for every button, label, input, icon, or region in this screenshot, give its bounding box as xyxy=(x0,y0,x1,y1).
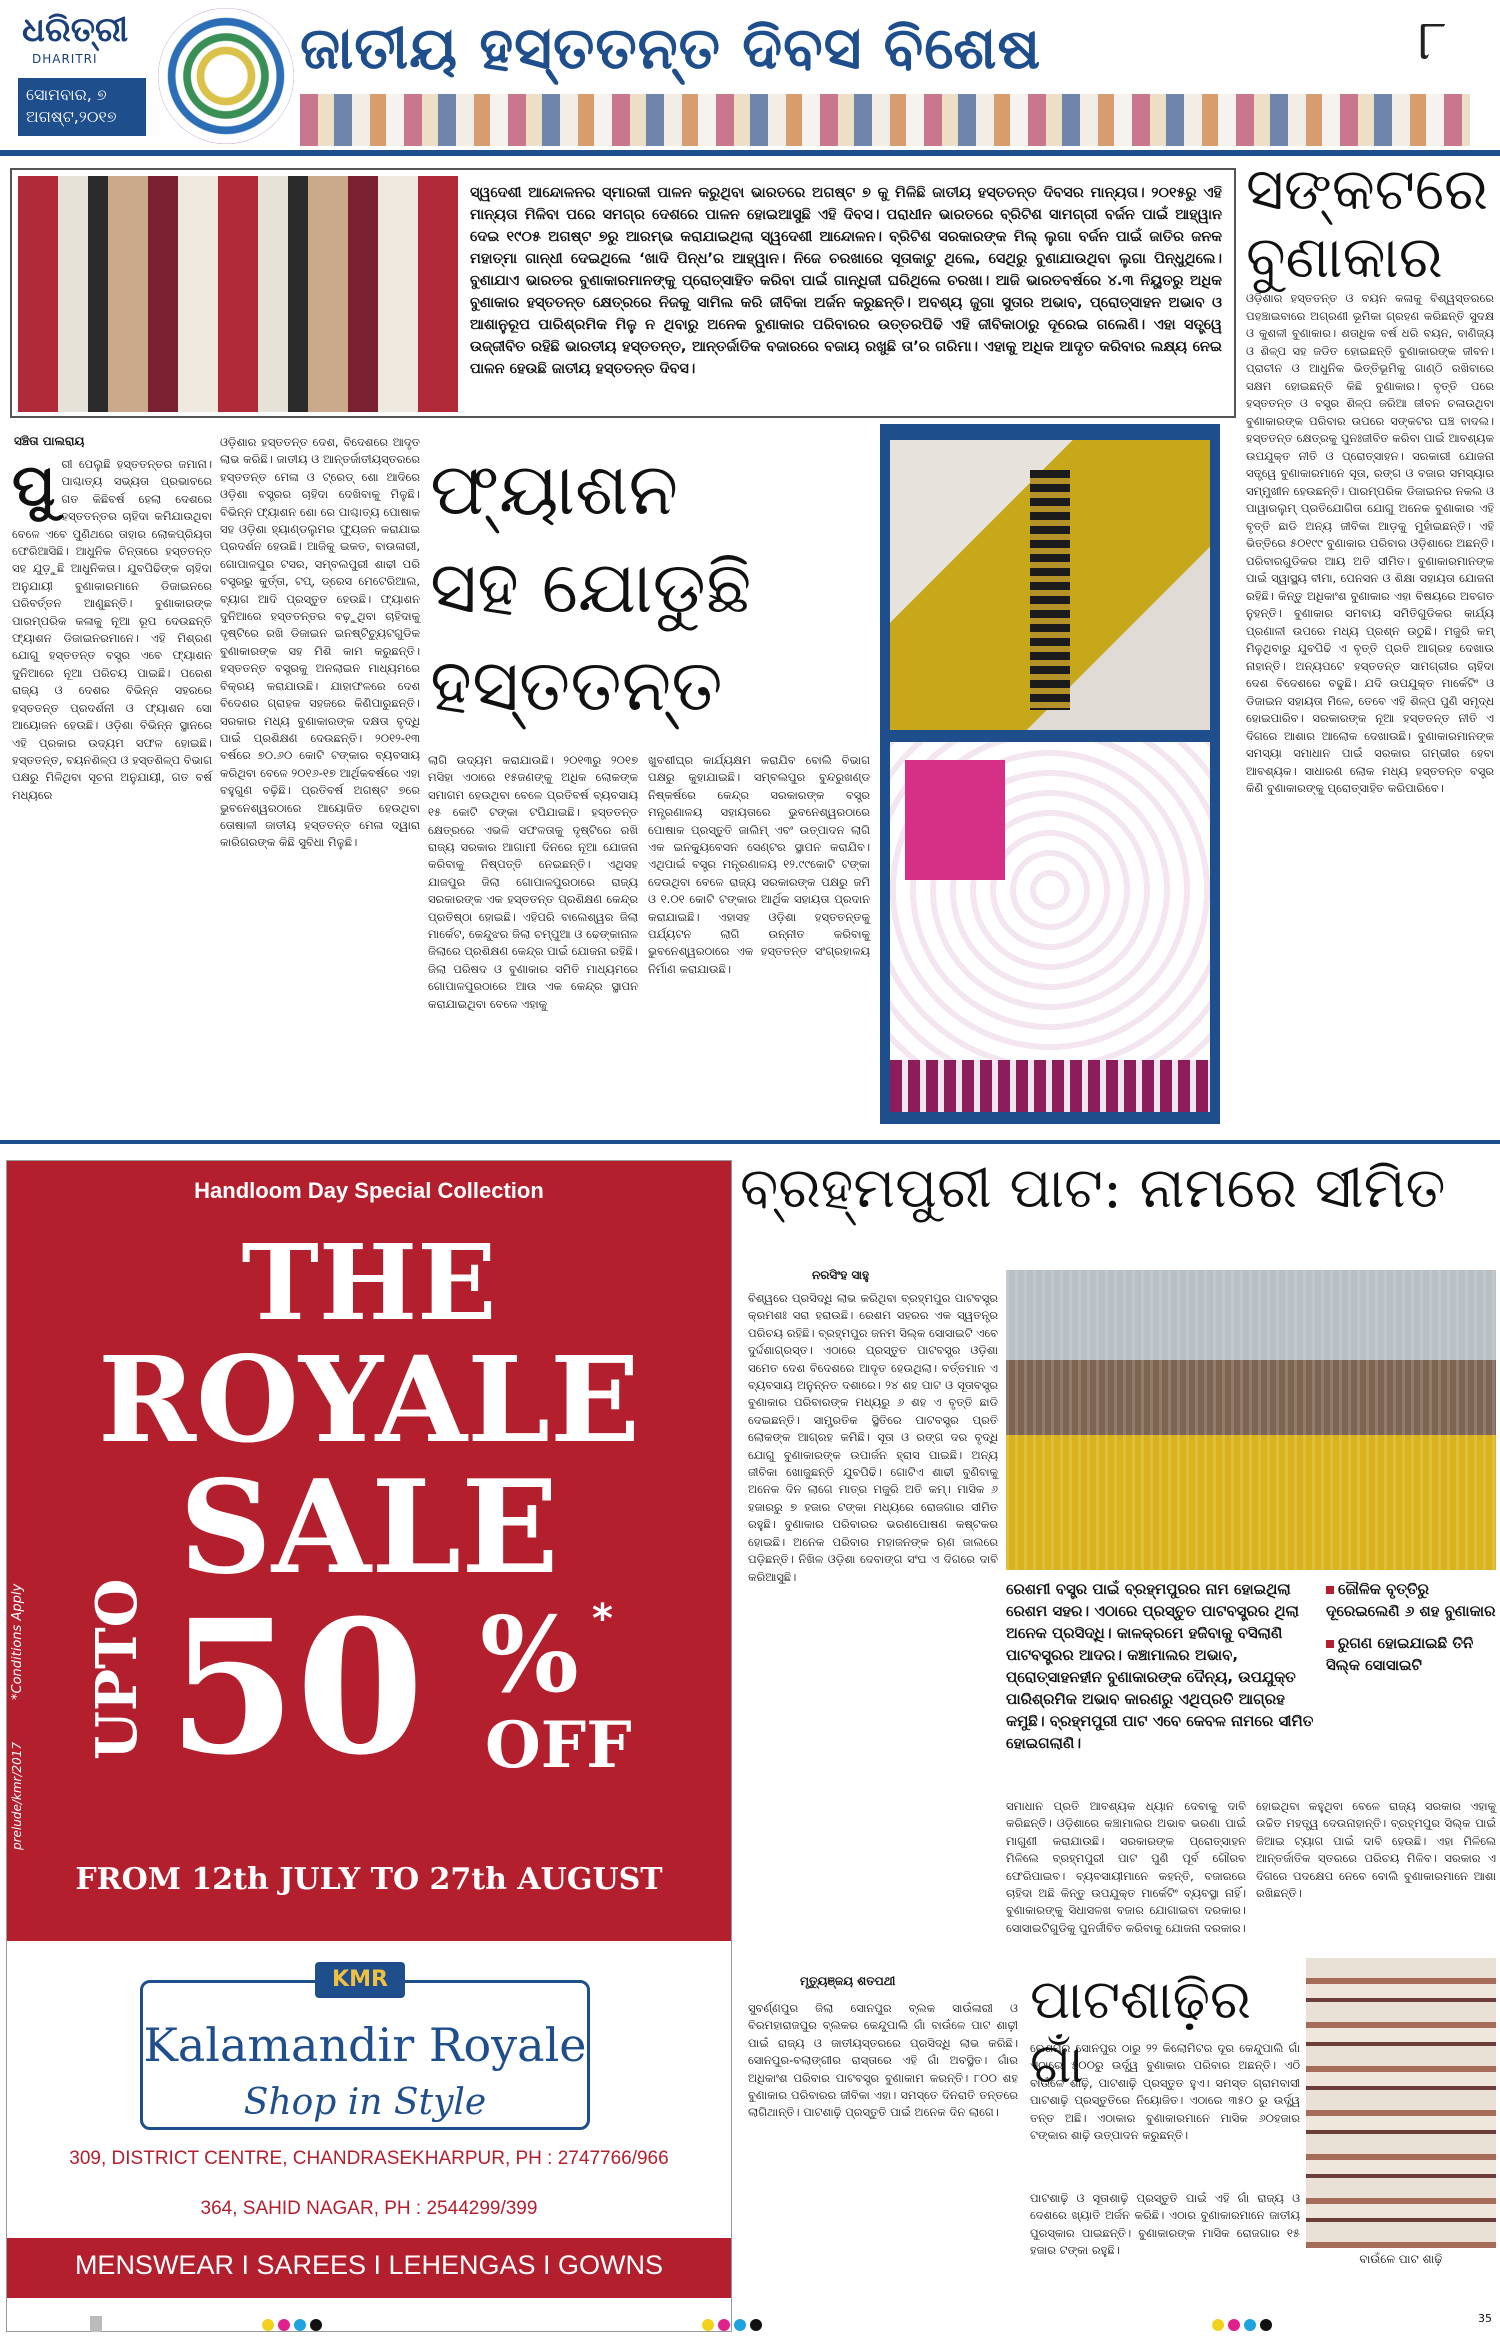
saree-border-pattern xyxy=(890,1060,1210,1112)
fashion-column-3: ଲାଗି ଉଦ୍ୟମ କରାଯାଉଛି। ୨୦୧୩ରୁ ୨୦୧୭ ମସିହା ଏଠାରେ ୧୫ଜଣଙ୍କୁ ଅଧିକ ଲୋକଙ୍କ ସମାଗମ ହେଉଥିବା ବେଳେ ପ୍ରତିବର୍ଷ ବ୍ୟବସାୟ ୧୫ କୋଟି ଟଙ୍କା ଟପିଯାଇଛି। ହସ୍ତତନ୍ତ କ୍ଷେତ୍ରରେ ଏଭଳି ସଫଳତାକୁ ଦୃଷ୍ଟିରେ ରଖି ରାଜ୍ୟ ସରକାର ଆଗାମୀ ଦିନରେ ନୂଆ ଯୋଜନା କରିବାକୁ ନିଷ୍ପତ୍ତି ନେଇଛନ୍ତି। ଏଥିସହ ଯାଜପୁର ଜିଲା ଗୋପାଳପୁରଠାରେ ରାଜ୍ୟ ସରକାରଙ୍କ ଏକ ହସ୍ତତନ୍ତ ପ୍ରଶିକ୍ଷଣ କେନ୍ଦ୍ର ପ୍ରତିଷ୍ଠା ହୋଇଛି। ଏହିପରି ବାଲେଶ୍ୱର ଜିଲା ମାର୍କେଟ, କେନ୍ଦୁଝର ଜିଲା ଚମ୍ପୁଆ ଓ ଢେଙ୍କାନାଳ ଜିଲାରେ ପ୍ରଶିକ୍ଷଣ କେନ୍ଦ୍ର ପାଇଁ ଯୋଜନା ରହିଛି। ଜିଲା ପରିଷଦ ଓ ବୁଣାକାର ସମିତି ମାଧ୍ୟମରେ ଗୋପାଳପୁରଠାରେ ଆଉ ଏକ କେନ୍ଦ୍ର ସ୍ଥାପନ କରାଯାଇଥିବା ବେଳେ ଏହାକୁ xyxy=(428,753,638,1011)
patashadi-byline: ମୃତ୍ୟୁଞ୍ଜୟ ଶତପଥୀ xyxy=(800,1974,896,1988)
ad-agency-credit: prelude/kmr/2017 xyxy=(10,1741,24,1850)
fashion-headline xyxy=(430,440,890,734)
fashion-headline-line3: ହସ୍ତତନ୍ତ xyxy=(430,643,723,727)
gray-swatch-icon xyxy=(90,2316,102,2336)
brahmapuri-headline: ବ୍ରହ୍ମପୁରୀ ପାଟ: ନାମରେ ସୀମିତ xyxy=(740,1156,1446,1221)
ad-tagline: Handloom Day Special Collection xyxy=(194,1178,544,1203)
sankat-body: ଓଡ଼ିଶାର ହସ୍ତତନ୍ତ ଓ ବୟନ କଳାକୁ ବିଶ୍ୱସ୍ତରରେ ପହଞ୍ଚାଇବାରେ ଅଗ୍ରଣୀ ଭୂମିକା ଗ୍ରହଣ କରିଛନ୍ତି ସୁଦକ୍ଷ ଓ କୁଶଳୀ ବୁଣାକାର। ଶତାଧିକ ବର୍ଷ ଧରି ବୟନ, ବାଣିଜ୍ୟ ଓ ଶିଳ୍ପ ସହ ଜଡିତ ହୋଇଛନ୍ତି ବୁଣାକାରଙ୍କ ଜୀବନ। ପ୍ରାଚୀନ ଓ ଆଧୁନିକ ଭିତ୍ତିଭୂମିକୁ ଗାଣ୍ଠି ରଖିବାରେ ସକ୍ଷମ ହୋଇଛନ୍ତି କିଛି ବୁଣାକାର। ବୃତ୍ତି ପରେ ହସ୍ତତନ୍ତ ଓ ବସ୍ତ୍ର ଶିଳ୍ପ ଜରିଆ ଜୀବନ ଚଳାଉଥିବା ବୁଣାକାରଙ୍କ ପରିବାର ଉପରେ ସଙ୍କଟର ଘଞ୍ଚ ବାଦଲ। ହସ୍ତତନ୍ତ କ୍ଷେତ୍ରକୁ ପୁନଃଜୀବିତ କରିବା ପାଇଁ ଆବଶ୍ୟକ ଉପଯୁକ୍ତ ନୀତି ଓ ପ୍ରୋତ୍ସାହନ। ସରକାରୀ ଯୋଜନା ସତ୍ତ୍ୱେ ବୁଣାକାରମାନେ ସୂତା, ରଙ୍ଗ ଓ ବଜାର ସମସ୍ୟାର ସମ୍ମୁଖୀନ ହେଉଛନ୍ତି। ପାରମ୍ପରିକ ଡିଜାଇନର ନକଲ ଓ ପାୱାରଲୁମ୍ ପ୍ରତିଯୋଗିତା ଯୋଗୁ ଅନେକ ବୁଣାକାର ଏହି ବୃତ୍ତି ଛାଡି ଅନ୍ୟ ଜୀବିକା ଆଡ଼କୁ ମୁହାଁଇଛନ୍ତି। ଏହି ଭିତ୍ତିରେ ୫୦୧୯୯ ବୁଣାକାର ପରିବାର ଓଡ଼ିଶାରେ ଅଛନ୍ତି। ପରିବାରଗୁଡିକର ଆୟ ଅତି ସୀମିତ। ବୁଣାକାରମାନଙ୍କ ପାଇଁ ସ୍ୱାସ୍ଥ୍ୟ ବୀମା, ପେନସନ ଓ ଶିକ୍ଷା ସହାୟତା ଯୋଜନା ରହିଛି। କିନ୍ତୁ ଅଧିକାଂଶ ବୁଣାକାର ଏହା ବିଷୟରେ ଅବଗତ ନୁହନ୍ତି। ବୁଣାକାର ସମବାୟ ସମିତିଗୁଡିକର କାର୍ଯ୍ୟ ପ୍ରଣାଳୀ ଉପରେ ମଧ୍ୟ ପ୍ରଶ୍ନ ଉଠୁଛି। ମଜୁରି କମ୍ ମିଳୁଥିବାରୁ ଯୁବପିଢି ଏ ବୃତ୍ତି ପ୍ରତି ଆଗ୍ରହ ଦେଖାଉ ନାହାନ୍ତି। ଅନ୍ୟପଟେ ହସ୍ତତନ୍ତ ସାମଗ୍ରୀର ଚାହିଦା ଦେଶ ବିଦେଶରେ ବଢୁଛି। ଯଦି ଉପଯୁକ୍ତ ମାର୍କେଟିଂ ଓ ଡିଜାଇନ ସହାୟତା ମିଳେ, ତେବେ ଏହି ଶିଳ୍ପ ପୁଣି ସମୃଦ୍ଧ ହୋଇପାରିବ। ସରକାରଙ୍କ ନୂଆ ହସ୍ତତନ୍ତ ନୀତି ଏ ଦିଗରେ ଆଶାର ଆଲୋକ ଦେଖାଉଛି। ବୁଣାକାରମାନଙ୍କ ସମସ୍ୟା ସମାଧାନ ପାଇଁ ସରକାର ଗମ୍ଭୀର ହେବା ଆବଶ୍ୟକ। ସାଧାରଣ ଲୋକ ମଧ୍ୟ ହସ୍ତତନ୍ତ ବସ୍ତ୍ର କିଣି ବୁଣାକାରଙ୍କୁ ପ୍ରୋତ୍ସାହିତ କରିପାରିବେ। xyxy=(1246,291,1494,795)
cmyk-dots-icon xyxy=(1210,2316,1274,2335)
saree-border-detail xyxy=(1030,470,1070,710)
date-line-1: ସୋମବାର, ୭ xyxy=(26,85,107,104)
brahmapuri-column-2: ସମାଧାନ ପ୍ରତି ଆବଶ୍ୟକ ଧ୍ୟାନ ଦେବାକୁ ଦାବି କରିଛନ୍ତି। ଓଡ଼ିଶାରେ କଞ୍ଚାମାଲର ଅଭାବ ଭରଣା ପାଇଁ ମାଗୁଣୀ କରାଯାଉଛି। ସରକାରଙ୍କ ପ୍ରୋତ୍ସାହନ ମିଳିଲେ ବ୍ରହ୍ମପୁରୀ ପାଟ ପୁଣି ପୂର୍ବ ଗୌରବ ଫେରିପାଇବ। ବ୍ୟବସାୟୀମାନେ କହନ୍ତି, ବଜାରରେ ଚାହିଦା ଅଛି କିନ୍ତୁ ଉପଯୁକ୍ତ ମାର୍କେଟିଂ ବ୍ୟବସ୍ଥା ନାହିଁ। ବୁଣାକାରଙ୍କୁ ସିଧାସଳଖ ବଜାର ଯୋଗାଇବା ଦରକାର। ସୋସାଇଟିଗୁଡିକୁ ପୁନର୍ଜୀବିତ କରିବାକୁ ଯୋଜନା ଦରକାର। xyxy=(1006,1799,1246,1935)
newspaper-logo: ଧରିତ୍ରୀ xyxy=(22,10,129,50)
fashion-headline-line2: ସହ ଯୋଡୁଛି xyxy=(430,545,752,629)
date-line-2: ଅଗଷ୍ଟ,୨୦୧୭ xyxy=(26,107,117,126)
bullet-icon xyxy=(1326,1640,1334,1648)
highlight-item xyxy=(1326,1632,1496,1676)
patashadi-saree-photo xyxy=(1306,1958,1496,2248)
ad-slogan: Shop in Style xyxy=(243,2082,487,2123)
patashadi-column-3: ପାଟଶାଢ଼ି ଓ ସୂତାଶାଢ଼ି ପ୍ରସ୍ତୁତି ପାଇଁ ଏହି ଗାଁ ରାଜ୍ୟ ଓ ଦେଶରେ ଖ୍ୟାତି ଅର୍ଜନ କରିଛି। ଏଠାର ବୁଣାକାରମାନେ ଜାତୀୟ ପୁରସ୍କାର ପାଇଛନ୍ତି। ବୁଣାକାରଙ୍କ ମାସିକ ରୋଜଗାର ୧୫ ହଜାର ଟଙ୍କା ରହୁଛି। xyxy=(1030,2191,1300,2258)
page-number: ୮ xyxy=(1418,8,1448,73)
patashadi-headline: ପାଟଶାଢ଼ିର ଗାଁ xyxy=(1030,1968,1251,2095)
fashion-headline-line1: ଫ୍ୟାଶନ xyxy=(430,447,679,531)
kmr-logo-badge: KMR xyxy=(315,1962,405,1998)
ad-conditions: *Conditions Apply xyxy=(10,1583,25,1700)
section-divider xyxy=(0,1140,1500,1144)
page-reference: 35 xyxy=(1478,2312,1492,2325)
highlight-text-2: ରୁଗଣ ହୋଇଯାଇଛି ତିନି ସିଲ୍କ ସୋସାଇଟି xyxy=(1326,1634,1474,1674)
ad-brand-name: Kalamandir Royale xyxy=(143,2018,587,2072)
ad-off: OFF xyxy=(485,1708,632,1783)
fashion-byline: ସଞ୍ଚିତା ପାଲରାୟ xyxy=(14,434,85,448)
lead-story-text: ସ୍ୱଦେଶୀ ଆନ୍ଦୋଳନର ସ୍ମାରକୀ ପାଳନ କରୁଥିବା ଭାରତରେ ଅଗଷ୍ଟ ୭ କୁ ମିଳିଛି ଜାତୀୟ ହସ୍ତତନ୍ତ ଦିବସର ମାନ୍ୟତା। ୨୦୧୫ରୁ ଏହି ମାନ୍ୟତା ମିଳିବା ପରେ ସମଗ୍ର ଦେଶରେ ପାଳନ ହୋଇଆସୁଛି ଏହି ଦିବସ। ପରାଧୀନ ଭାରତରେ ବ୍ରିଟିଶ ସାମଗ୍ରୀ ବର୍ଜନ ପାଇଁ ଆହ୍ୱାନ ଦେଇ ୧୯୦୫ ଅଗଷ୍ଟ ୭ରୁ ଆରମ୍ଭ କରାଯାଇଥିଲା ସ୍ୱଦେଶୀ ଆନ୍ଦୋଳନ। ବ୍ରିଟିଶ ସରକାରଙ୍କ ମିଲ୍ ଲୁଗା ବର୍ଜନ ପାଇଁ ଜାତିର ଜନକ ମହାତ୍ମା ଗାନ୍ଧୀ ଦେଇଥିଲେ ‘ଖାଦି ପିନ୍ଧ’ର ଆହ୍ୱାନ। ନିଜେ ଚରଖାରେ ସୂତାକାଟୁ ଥିଲେ, ସେଥିରୁ ବୁଣାଯାଉଥିବା ଲୁଗା ପିନ୍ଧୁଥିଲେ। ବୁଣାଯାଏ ଭାରତର ବୁଣାକାରମାନଙ୍କୁ ପ୍ରୋତ୍ସାହିତ କରିବା ପାଇଁ ଗାନ୍ଧିଜୀ ଘରିଥିଲେ ଚରଖା। ଆଜି ଭାରତବର୍ଷରେ ୪.୩ ନିୟୁତରୁ ଅଧିକ ବୁଣାକାର ହସ୍ତତନ୍ତ କ୍ଷେତ୍ରରେ ନିଜକୁ ସାମିଲ କରି ଜୀବିକା ଅର୍ଜନ କରୁଛନ୍ତି। ଅବଶ୍ୟ ଜୁଗା ସୁତାର ଅଭାବ, ପ୍ରୋତ୍ସାହନ ଅଭାବ ଓ ଆଶାନୁରୂପ ପାରିଶ୍ରମିକ ମିଳୁ ନ ଥିବାରୁ ଅନେକ ବୁଣାକାର ପରିବାରର ଉତ୍ତରପିଢି ଏହି ଜୀବିକାଠାରୁ ଦୂରେଇ ଗଲେଣି। ଏହା ସତ୍ତ୍ୱେ ଉଜ୍ଜୀବିତ ରହିଛି ଭାରତୀୟ ହସ୍ତତନ୍ତ, ଆନ୍ତର୍ଜାତିକ ବଜାରରେ ବଜାୟ ରଖୁଛି ତା’ର ଗରିମା। ଏହାକୁ ଅଧିକ ଆଦୃତ କରିବାର ଲକ୍ଷ୍ୟ ନେଇ ପାଳନ ହେଉଛି ଜାତୀୟ ହସ୍ତତନ୍ତ ଦିବସ। xyxy=(470,185,1222,377)
highlight-item xyxy=(1326,1578,1496,1622)
brahmapuri-column-1: ବିଶ୍ୱରେ ପ୍ରସିଦ୍ଧି ଲାଭ କରିଥିବା ବ୍ରହ୍ମପୁର ପାଟବସ୍ତ୍ର କ୍ରମଶଃ ସରା ହରାଉଛି। ରେଶମ ସହରର ଏକ ସ୍ୱତନ୍ତ୍ର ପରିଚୟ ରହିଛି। ବ୍ରହ୍ମପୁର ଜନମ ସିଲ୍କ ସୋସାଇଟି ଏବେ ଦୁର୍ଦ୍ଦଶାଗ୍ରସ୍ତ। ଏଠାରେ ପ୍ରସ୍ତୁତ ପାଟବସ୍ତ୍ର ଓଡ଼ିଶା ସମେତ ଦେଶ ବିଦେଶରେ ଆଦୃତ ହେଉଥିଲା। ବର୍ତ୍ତମାନ ଏ ବ୍ୟବସାୟ ଅନୁନ୍ନତ ଦଶାରେ। ୨୪ ଶହ ପାଟ ଓ ସୂତାବସ୍ତ୍ର ବୁଣାକାର ପରିବାରଙ୍କ ମଧ୍ୟରୁ ୬ ଶହ ଏ ବୃତ୍ତି ଛାଡି ଦେଇଛନ୍ତି। ସାମ୍ପ୍ରତିକ ସ୍ଥିତିରେ ପାଟବସ୍ତ୍ର ପ୍ରତି ଲୋକଙ୍କ ଆଗ୍ରହ କମିଛି। ସୂତା ଓ ରଙ୍ଗ ଦର ବୃଦ୍ଧି ଯୋଗୁ ବୁଣାକାରଙ୍କ ଉପାର୍ଜନ ହ୍ରାସ ପାଇଛି। ଅନ୍ୟ ଜୀବିକା ଖୋଜୁଛନ୍ତି ଯୁବପିଢି। ଗୋଟିଏ ଶାଢୀ ବୁଣିବାକୁ ଅନେକ ଦିନ ଲାଗେ ମାତ୍ର ମଜୁରି ଅତି କମ୍। ମାସିକ ୬ ହଜାରରୁ ୭ ହଜାର ଟଙ୍କା ମଧ୍ୟରେ ରୋଜଗାର ସୀମିତ ରହୁଛି। ବୁଣାକାର ପରିବାରର ଭରଣପୋଷଣ କଷ୍ଟକର ହୋଇଛି। ଅନେକ ପରିବାର ମହାଜନଙ୍କ ଋଣ ଜାଲରେ ପଡ଼ିଛନ୍ତି। ନିଖିଳ ଓଡ଼ିଶା ଦେବାଙ୍ଗ ସଂଘ ଏ ଦିଗରେ ଦାବି କରିଆସୁଛି। xyxy=(748,1291,998,1584)
ad-address-2: 364, SAHID NAGAR, PH : 2544299/399 xyxy=(200,2198,538,2219)
page-title: ଜାତୀୟ ହସ୍ତତନ୍ତ ଦିବସ ବିଶେଷ xyxy=(300,14,1042,82)
drop-cap: ପୁ xyxy=(12,451,56,519)
patashadi-photo-caption: ବାଉଁଳେ ପାଟ ଶାଢ଼ି xyxy=(1359,2252,1443,2266)
ad-sale-dates: FROM 12th JULY TO 27th AUGUST xyxy=(75,1862,663,1897)
fashion-column-1 xyxy=(12,451,212,804)
bullet-icon xyxy=(1326,1586,1334,1594)
pink-saree-pallu xyxy=(905,760,1005,880)
fashion-col1-text: ରୀ ପେଲୁଛି ହସ୍ତତନ୍ତର ଜମାନା। ପାଶ୍ଚାତ୍ୟ ସଭ୍ୟତା ପ୍ରଭାବରେ ଗତ କିଛିବର୍ଷ ହେଲା ଦେଶରେ ହସ୍ତତନ୍ତର ଚାହିଦା କମିଯାଉଥିବା ବେଳେ ଏବେ ପୁଣିଥରେ ତାହାର ଲୋକପ୍ରିୟତା ଫେରିଆସିଛି। ଆଧୁନିକ ଚିନ୍ତାରେ ହସ୍ତତନ୍ତ ସହ ଯୁଡ଼ୁଛି ଆଧୁନିକତା। ଯୁବପିଢିଙ୍କ ଚାହିଦା ଅନୁଯାୟୀ ବୁଣାକାରମାନେ ଡିଜାଇନରେ ପରିବର୍ତ୍ତନ ଆଣୁଛନ୍ତି। ବୁଣାକାରଙ୍କ ପାରମ୍ପରିକ କଳାକୁ ନୂଆ ରୂପ ଦେଉଛନ୍ତି ଫ୍ୟାଶନ ଡିଜାଇନରମାନେ। ଏହି ମିଶ୍ରଣ ଯୋଗୁ ହସ୍ତତନ୍ତ ବସ୍ତ୍ର ଏବେ ଫ୍ୟାଶନ ଦୁନିଆରେ ନୂଆ ପରିଚୟ ପାଇଛି। ପରେଶ ରାଜ୍ୟ ଓ ଦେଶର ବିଭିନ୍ନ ସହରରେ ହସ୍ତତନ୍ତ ପ୍ରଦର୍ଶନୀ ଓ ଫ୍ୟାଶନ ସୋ ଆୟୋଜନ ହେଉଛି। ଓଡ଼ିଶା ବିଭିନ୍ନ ସ୍ଥାନରେ ଏହି ପ୍ରକାର ଉଦ୍ୟମ ସଫଳ ହୋଇଛି। ହସ୍ତତନ୍ତ, ବୟନଶିଳ୍ପ ଓ ହସ୍ତଶିଳ୍ପ ବିଭାଗ ପକ୍ଷରୁ ମିଳିଥିବା ସୂଚନା ଅନୁଯାୟୀ, ଗତ ବର୍ଷ ମଧ୍ୟରେ xyxy=(12,457,212,802)
highlight-text-1: ଜୌଳିକ ବୃତ୍ତିରୁ ଦୂରେଇଲେଣି ୬ ଶହ ବୁଣାକାର xyxy=(1326,1580,1496,1620)
ad-percent-sign: % xyxy=(480,1593,579,1716)
date-box xyxy=(18,78,146,136)
handloom-mandala-icon xyxy=(158,8,294,144)
brahmapuri-column-3: ହୋଇଥିବା କହୁଥିବା ବେଳେ ରାଜ୍ୟ ସରକାର ଏହାକୁ ଉଚ୍ଚିତ ମହତ୍ତ୍ୱ ଦେଉନାହାନ୍ତି। ବ୍ରହ୍ମପୁର ସିଲ୍କ ପାଇଁ ଜିଆଇ ଟ୍ୟାଗ ପାଇଁ ଦାବି ହେଉଛି। ଏହା ମିଳିଲେ ଆନ୍ତର୍ଜାତିକ ସ୍ତରରେ ପରିଚୟ ମିଳିବ। ସରକାର ଏ ଦିଗରେ ପଦକ୍ଷେପ ନେବେ ବୋଲି ବୁଣାକାରମାନେ ଆଶା ରଖିଛନ୍ତି। xyxy=(1256,1799,1496,1901)
loom-threads-overlay xyxy=(1006,1270,1496,1570)
patashadi-column-1: ସୁବର୍ଣ୍ଣପୁର ଜିଲା ସୋନପୁର ବ୍ଲକ ସାଉଁଳାରୀ ଓ ବିରମହାରାଜପୁର ବ୍ଲକର କେନ୍ଦୁପାଲି ଗାଁ ବାଉଁଳେ ପାଟ ଶାଢ଼ୀ ପାଇଁ ରାଜ୍ୟ ଓ ଜାତୀୟସ୍ତରରେ ପ୍ରସିଦ୍ଧି ଲାଭ କରିଛି। ସୋନପୁର-ବଲାଙ୍ଗୀର ରାସ୍ତାରେ ଏହି ଗାଁ ଅବସ୍ଥିତ। ଗାଁର ଅଧିକାଂଶ ପରିବାର ପାଟବସ୍ତ୍ର ବୁଣାକାମ କରନ୍ତି। ୮୦୦ ଶହ ବୁଣାକାର ପରିବାରର ଜୀବିକା ଏହା। ସମସ୍ତେ ଦିନରାତି ତନ୍ତରେ ଲାଗିଥାନ୍ତି। ପାଟଶାଢ଼ି ପ୍ରସ୍ତୁତି ପାଇଁ ଅନେକ ଦିନ ଲାଗେ। xyxy=(748,2001,1018,2120)
newspaper-logo-sub: DHARITRI xyxy=(32,52,98,66)
ad-address-1: 309, DISTRICT CENTRE, CHANDRASEKHARPUR, PH : 2747766/966 xyxy=(69,2148,669,2169)
ad-discount-number: 50 xyxy=(168,1580,425,1796)
cmyk-dots-icon xyxy=(260,2316,324,2335)
fashion-column-2: ଓଡ଼ିଶାର ହସ୍ତତନ୍ତ ଦେଶ, ବିଦେଶରେ ଆଦୃତ ଲାଭ କରିଛି। ଜାତୀୟ ଓ ଆନ୍ତର୍ଜାତୀୟସ୍ତରରେ ହସ୍ତତନ୍ତ ମେଳା ଓ ଟ୍ରେଡ୍ ଶୋ ଆଦିରେ ଓଡ଼ିଶା ବସ୍ତ୍ରର ଚାହିଦା ଦେଖିବାକୁ ମିଳୁଛି। ବିଭିନ୍ନ ଫ୍ୟାଶନ ଶୋ ରେ ପାଶ୍ଚାତ୍ୟ ପୋଷାକ ସହ ଓଡ଼ିଶା ହ୍ୟାଣ୍ଡଲୁମର ଫ୍ୟୁଜନ କରାଯାଇ ପ୍ରଦର୍ଶନ ହେଉଛି। ଆଜିକୁ ଇକତ, ବାଉଳାରୀ, ଗୋପାଳପୁର ଟସର, ସମ୍ବଲପୁରୀ ଶାଢୀ ପରି ବସ୍ତ୍ରରୁ କୁର୍ତ୍ତା, ଟପ୍, ଡ୍ରେସ ମେଟେରିଆଲ, ବ୍ୟାଗ ଆଦି ପ୍ରସ୍ତୁତ ହେଉଛି। ଫ୍ୟାଶନ ଦୁନିଆରେ ହସ୍ତତନ୍ତର ବଢ଼ୁଥିବା ଚାହିଦାକୁ ଦୃଷ୍ଟିରେ ରଖି ଡିଜାଇନ ଇନଷ୍ଟିଚ୍ୟୁଟଗୁଡିକ ବୁଣାକାରଙ୍କ ସହ ମିଶି କାମ କରୁଛନ୍ତି। ହସ୍ତତନ୍ତ ବସ୍ତ୍ରକୁ ଅନଲାଇନ ମାଧ୍ୟମରେ ବିକ୍ରୟ କରାଯାଉଛି। ଯାହାଫଳରେ ଦେଶ ବିଦେଶର ଗ୍ରାହକ ସହଜରେ କିଣିପାରୁଛନ୍ତି। ସରକାର ମଧ୍ୟ ବୁଣାକାରଙ୍କ ଦକ୍ଷତା ବୃଦ୍ଧି ପାଇଁ ପ୍ରଶିକ୍ଷଣ ଦେଉଛନ୍ତି। ୨୦୧୨-୧୩ ବର୍ଷରେ ୭୦.୬୦ କୋଟି ଟଙ୍କାର ବ୍ୟବସାୟ କରିଥିବା ବେଳେ ୨୦୧୬-୧୭ ଆର୍ଥିକବର୍ଷରେ ଏହା ବହୁଗୁଣ ବଢ଼ିଛି। ପ୍ରତିବର୍ଷ ଅଗଷ୍ଟ ୭ରେ ଭୁବନେଶ୍ୱରଠାରେ ଆୟୋଜିତ ହେଉଥିବା ତୋଷାଳୀ ଜାତୀୟ ହସ୍ତତନ୍ତ ମେଳା ଦ୍ୱାରା କାରିଗରଙ୍କ କିଛି ସୁବିଧା ମିଳୁଛି। xyxy=(220,435,420,850)
brahmapuri-photo-caption: ରେଶମୀ ବସ୍ତ୍ର ପାଇଁ ବ୍ରହ୍ମପୁରର ନାମ ହୋଇଥିଲା ରେଶମ ସହର। ଏଠାରେ ପ୍ରସ୍ତୁତ ପାଟବସ୍ତ୍ରର ଥିଲା ଅନେକ ପ୍ରସିଦ୍ଧି। କାଳକ୍ରମେ ହଜିବାକୁ ବସିଲାଣି ପାଟବସ୍ତ୍ରର ଆଦର। କଞ୍ଚାମାଲର ଅଭାବ, ପ୍ରୋତ୍ସାହନହୀନ ବୁଣାକାରଙ୍କ ଦୈନ୍ୟ, ଉପଯୁକ୍ତ ପାରିଶ୍ରମିକ ଅଭାବ କାରଣରୁ ଏଥିପ୍ରତି ଆଗ୍ରହ କମୁଛି। ବ୍ରହ୍ମପୁରୀ ପାଟ ଏବେ କେବଳ ନାମରେ ସୀମିତ ହୋଇଗଲାଣି। xyxy=(1006,1580,1314,1752)
ad-line-the: THE xyxy=(241,1221,497,1344)
ad-line-sale: SALE xyxy=(179,1453,559,1603)
patashadi-column-2: ରେଶମର ସୋନପୁର ଠାରୁ ୨୨ କିଲୋମିଟର ଦୂର କେନ୍ଦୁପାଲି ଗାଁ ଏଠାରେ ୫୦୦ରୁ ଉର୍ଦ୍ଧ୍ୱ ବୁଣାକାର ପରିବାର ଅଛନ୍ତି। ଏଠି ବାଉଁଳେ ଶାଢ଼ି, ପାଟଶାଢ଼ି ପ୍ରସ୍ତୁତ ହୁଏ। ସମସ୍ତ ଗ୍ରାମବାସୀ ପାଟଶାଢ଼ି ପ୍ରସ୍ତୁତିରେ ନିୟୋଜିତ। ଏଠାରେ ୩୫୦ ରୁ ଉର୍ଦ୍ଧ୍ୱ ତନ୍ତ ଅଛି। ଏଠାକାର ବୁଣାକାରମାନେ ମାସିକ ୬୦ହଜାର ଟଙ୍କାର ଶାଢ଼ି ଉତ୍ପାଦନ କରୁଛନ୍ତି। xyxy=(1030,2041,1300,2143)
ad-line-royale: ROYALE xyxy=(97,1330,640,1469)
fashion-column-4: ଖୁବଶୀଘ୍ର କାର୍ଯ୍ୟକ୍ଷମ କରାଯିବ ବୋଲି ବିଭାଗ ପକ୍ଷରୁ କୁହାଯାଇଛି। ସମ୍ବଲପୁର ବୁନ୍ଦରୁଖଣ୍ଡ ନିଷ୍କର୍ଷରେ କେନ୍ଦ୍ର ସରକାରଙ୍କ ବସ୍ତ୍ର ମନ୍ତ୍ରଣାଳୟ ସହାୟତାରେ ଭୁବନେଶ୍ୱରଠାରେ ପୋଷାକ ପ୍ରସ୍ତୁତି ଜାଲିମ୍ ଏବଂ ଉତ୍ପାଦନ ଲାଗି ଏକ ଇନକ୍ୟୁବେସନ ସେଣ୍ଟର ସ୍ଥାପନ କରାଯିବ। ଏଥିପାଇଁ ବସ୍ତ୍ର ମନ୍ତ୍ରଣାଳୟ ୧୨.୯୯କୋଟି ଟଙ୍କା ଦେଉଥିବା ବେଳେ ରାଜ୍ୟ ସରକାରଙ୍କ ପକ୍ଷରୁ ଜମି ଓ ୧.୦୧ କୋଟି ଟଙ୍କାର ଆର୍ଥିକ ସହାୟତା ପ୍ରଦାନ କରାଯାଇଛି। ଏହାସହ ଓଡ଼ିଶା ହସ୍ତତନ୍ତକୁ ପର୍ଯ୍ୟଟନ ଲାଗି ଉନ୍ନୀତ କରିବାକୁ ଭୁବନେଶ୍ୱରଠାରେ ଏକ ହସ୍ତତନ୍ତ ସଂଗ୍ରହାଳୟ ନିର୍ମାଣ କରାଯାଉଛି। xyxy=(648,753,870,976)
ad-upto: UPTO xyxy=(84,1578,150,1760)
brahmapuri-highlights xyxy=(1326,1578,1496,1676)
brahmapuri-byline: ନରସିଂହ ସାହୁ xyxy=(812,1268,870,1282)
ad-categories: MENSWEAR I SAREES I LEHENGAS I GOWNS xyxy=(74,2250,664,2280)
cmyk-dots-icon xyxy=(700,2316,764,2335)
print-registration-footer xyxy=(0,2312,1500,2335)
lead-fabric-photo xyxy=(18,176,458,412)
sankat-headline: ସଙ୍କଟରେ ବୁଣାକାର xyxy=(1246,155,1488,291)
fabric-banner-image xyxy=(300,94,1470,146)
ad-asterisk: * xyxy=(592,1596,613,1642)
